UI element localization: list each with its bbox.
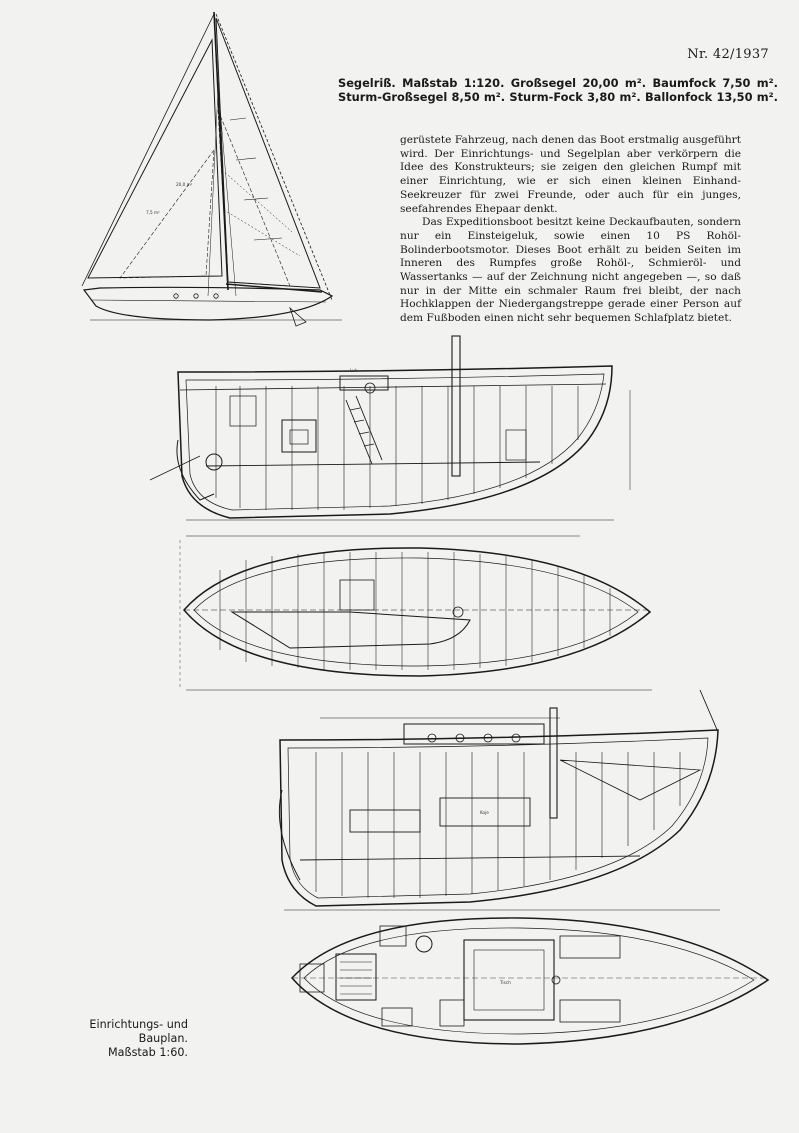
- construction-plan-caption-line-2: Maßstab 1:60.: [108, 1046, 188, 1059]
- sail-plan-caption-line-2: Sturm-Großsegel 8,50 m². Sturm-Fock 3,80 m². Ballonfock 13,50 m².: [338, 90, 778, 104]
- sail-plan-drawing: [82, 12, 342, 326]
- construction-plan-caption-line-1: Einrichtungs- und Bauplan.: [89, 1018, 188, 1045]
- sail-area-main-label: 20,0 m²: [176, 182, 193, 187]
- page-number: Nr. 42/1937: [687, 47, 769, 62]
- article-paragraph-2: Das Expeditionsboot besitzt keine Deckaufbauten, sondern nur ein Einsteigeluk, sowie einen 10 PS Rohöl-Bolinderbootsmotor. Dieses Boot erhält zu beiden Seiten im Inneren des Rumpfes große Rohöl-, Schmieröl- und Wassertanks — auf der Zeichnung nicht angegeben —, so daß nur in der Mitte ein schmaler Raum frei bleibt, der nach Hochklappen der Niedergangstreppe gerade einer Person auf dem Fußboden einen nicht sehr bequemen Schlafplatz bietet.: [400, 216, 741, 325]
- expedition-boat-profile: [150, 336, 630, 536]
- cruiser-profile: [279, 690, 720, 910]
- sail-area-jib-label: 7,5 m²: [146, 210, 160, 215]
- berth-label: Koje: [480, 810, 489, 815]
- sail-plan-caption-line-1: Segelriß. Maßstab 1:120. Großsegel 20,00 m². Baumfock 7,50 m².: [338, 76, 778, 90]
- article-paragraph-1: gerüstete Fahrzeug, nach denen das Boot erstmalig ausgeführt wird. Der Einrichtungs- und Segelplan aber verkörpern die Idee des Konstrukteurs; sie zeigen den gleichen Rumpf mit einer Einrichtung, wie er sich einen kleinen Einhand-Seekreuzer für zwei Freunde, oder auch für ein junges, seefahrendes Ehepaar denkt.: [400, 134, 741, 215]
- table-label: Tisch: [500, 980, 511, 985]
- expedition-boat-plan-view: [180, 540, 652, 690]
- cruiser-plan-view: [292, 918, 768, 1044]
- hatch-label: Luk: [350, 368, 358, 373]
